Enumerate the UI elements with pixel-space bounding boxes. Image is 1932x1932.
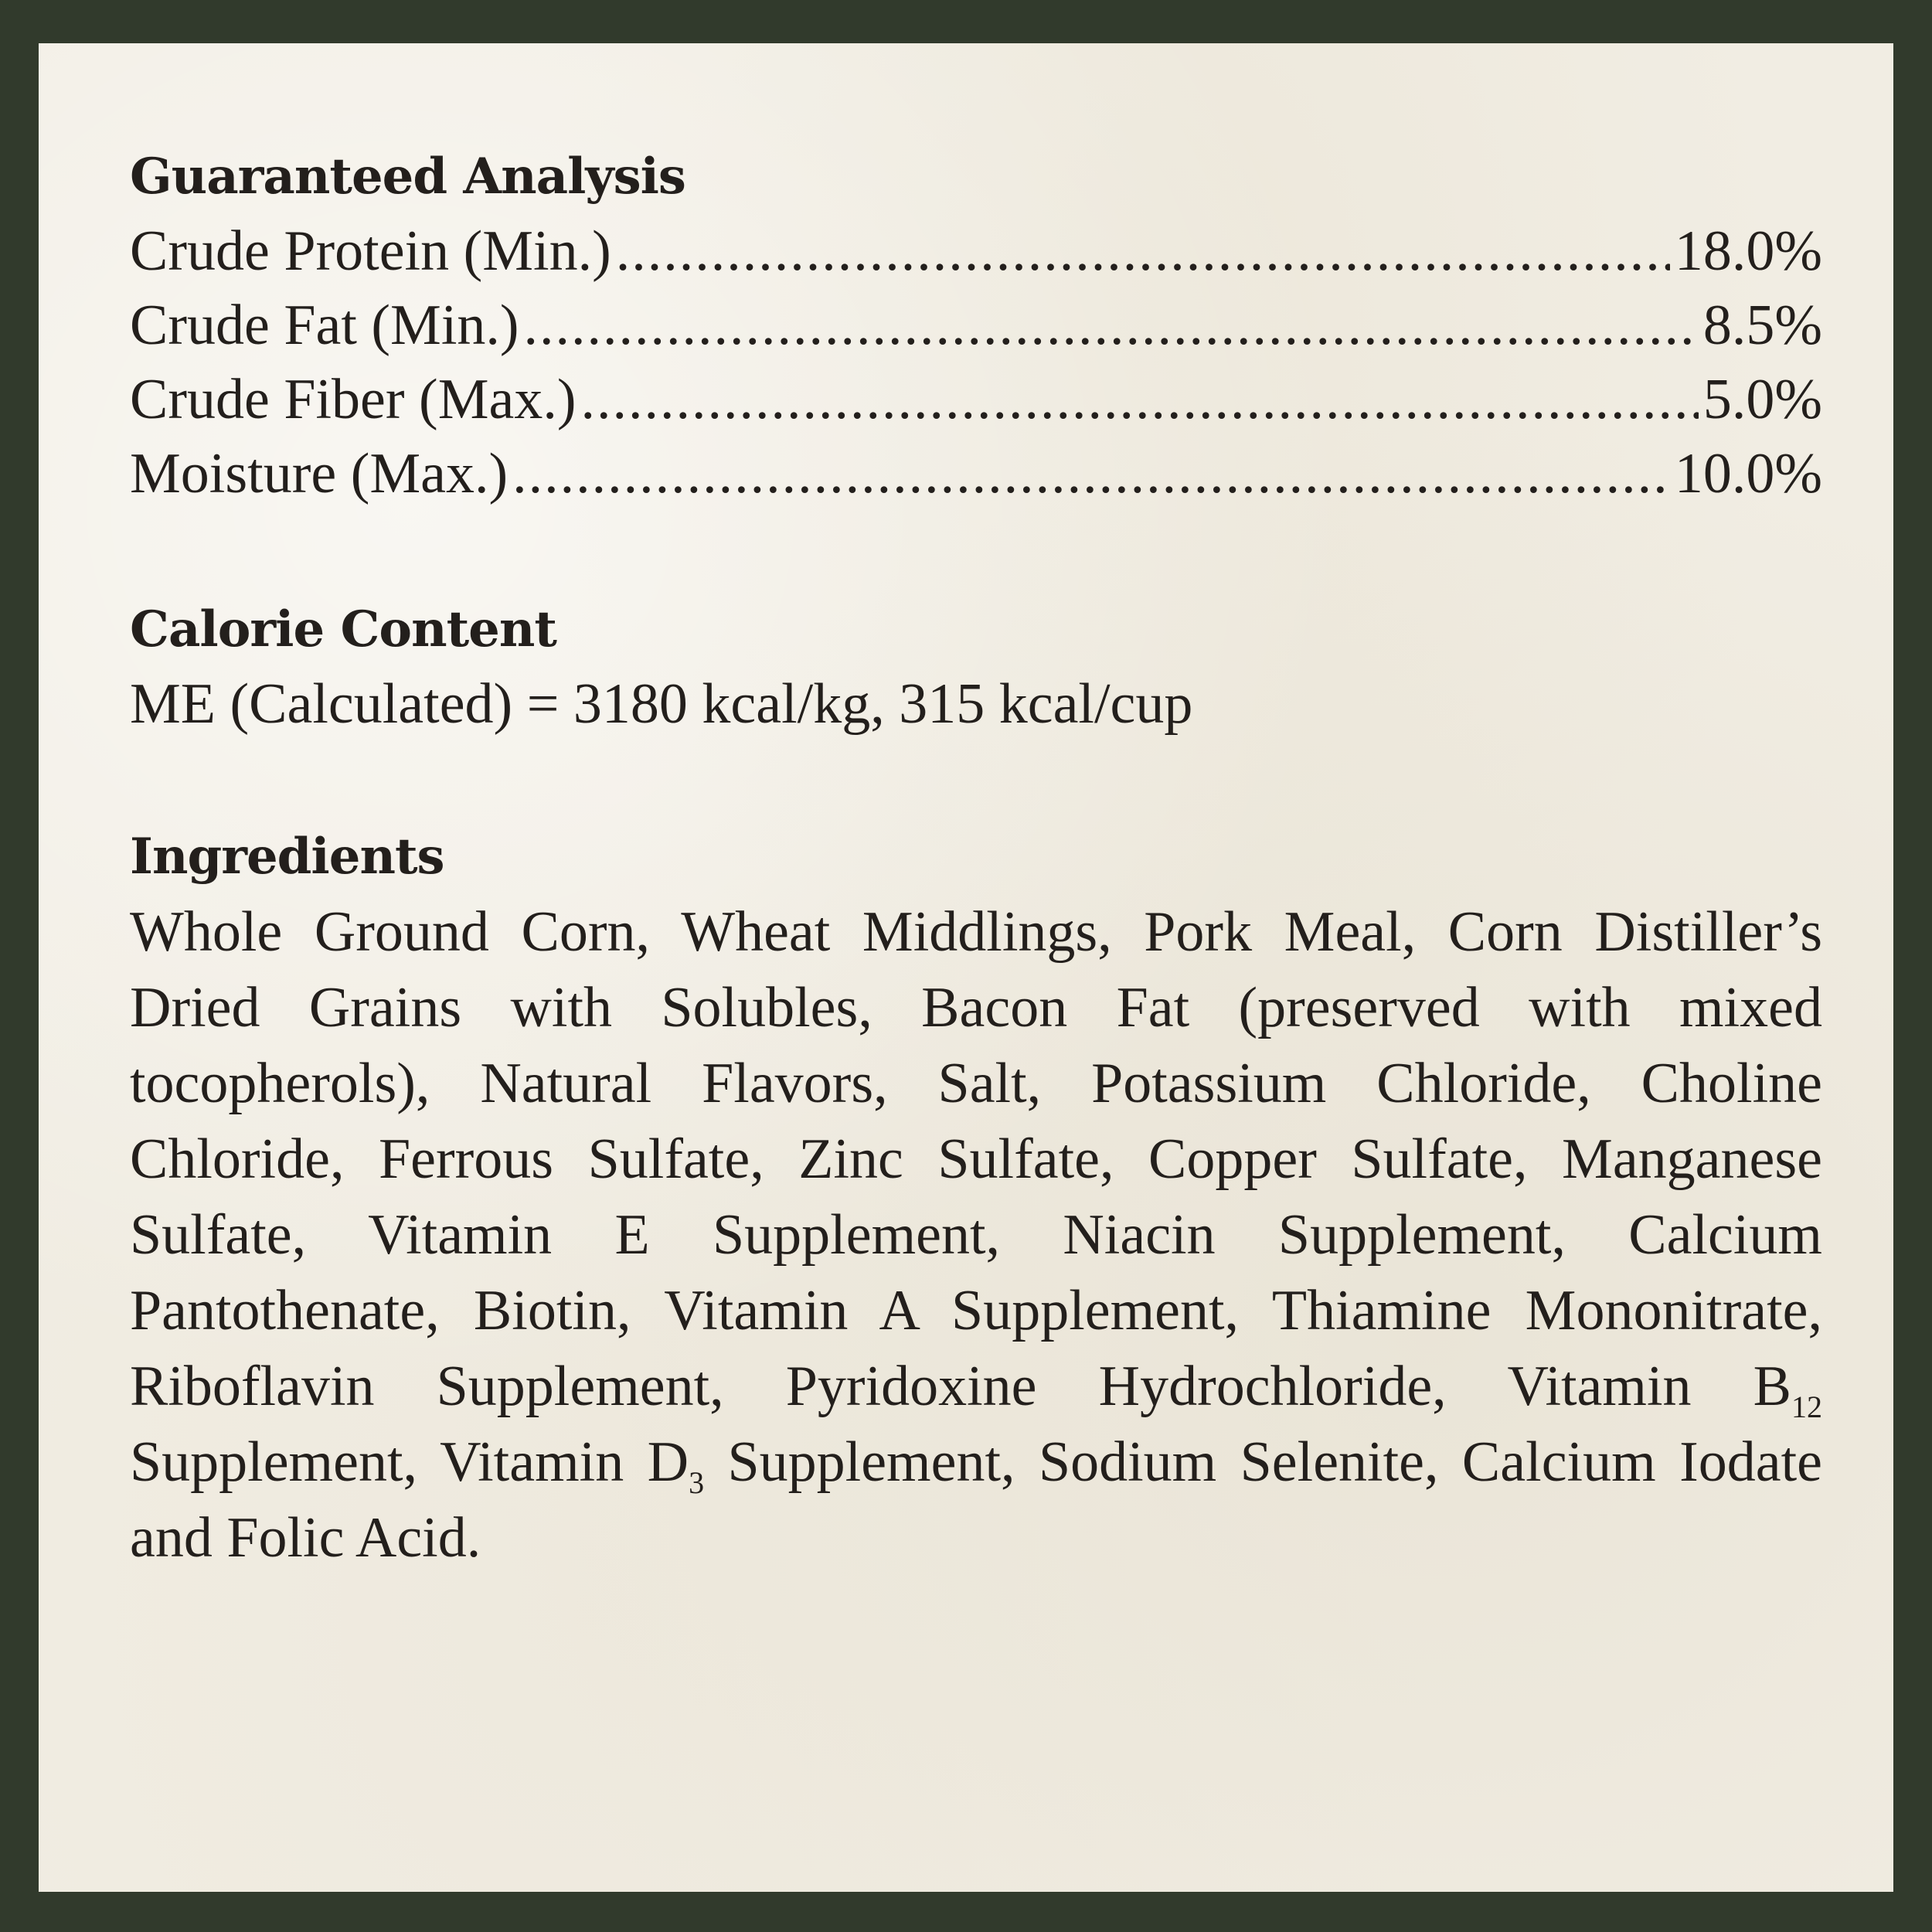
section-spacer <box>130 741 1822 820</box>
dot-leader <box>524 288 1699 362</box>
analysis-row <box>130 214 1822 288</box>
subscript-12: 12 <box>1791 1389 1822 1424</box>
calorie-content-heading: Calorie Content <box>130 600 556 658</box>
ingredients-text-part: Supplement, Vitamin D <box>130 1430 689 1494</box>
subscript-3: 3 <box>689 1464 705 1500</box>
analysis-row <box>130 362 1822 437</box>
ingredients-text <box>130 894 1822 1576</box>
dot-leader <box>616 214 1670 288</box>
analysis-row <box>130 437 1822 511</box>
ingredients-text-part: Supplement, Sodium Selenite, Calcium Iodate and Folic Acid. <box>130 1430 1822 1570</box>
label-content <box>130 140 1822 1576</box>
calorie-content-text: ME (Calculated) = 3180 kcal/kg, 315 kcal/cup <box>130 672 1193 736</box>
dot-leader <box>512 437 1670 511</box>
analysis-value: 18.0% <box>1674 219 1822 283</box>
label-panel <box>39 43 1893 1892</box>
analysis-label: Crude Protein (Min.) <box>130 219 611 283</box>
analysis-row <box>130 288 1822 362</box>
analysis-label: Crude Fat (Min.) <box>130 294 519 357</box>
analysis-label: Crude Fiber (Max.) <box>130 368 577 431</box>
analysis-label: Moisture (Max.) <box>130 442 509 505</box>
ingredients-text-part: Whole Ground Corn, Wheat Middlings, Pork Meal, Corn Distiller’s Dried Grains with Solubles, Bacon Fat (preserved with mixed tocopherols), Natural Flavors, Salt, Potassium Chloride, Choline Chloride, Ferrous Sulfate, Zinc Sulfate, Copper Sulfate, Manganese Sulfate, Vitamin E Supplement, Niacin Supplement, Calcium Pantothenate, Biotin, Vitamin A Supplement, Thiamine Mononitrate, Riboflavin Supplement, Pyridoxine Hydrochloride, Vitamin B <box>130 900 1822 1418</box>
analysis-value: 8.5% <box>1702 294 1822 357</box>
analysis-value: 10.0% <box>1674 442 1822 505</box>
guaranteed-analysis-heading: Guaranteed Analysis <box>130 148 685 206</box>
ingredients-heading: Ingredients <box>130 828 444 886</box>
section-spacer <box>130 511 1822 593</box>
analysis-value: 5.0% <box>1702 368 1822 431</box>
dot-leader <box>580 362 1698 437</box>
